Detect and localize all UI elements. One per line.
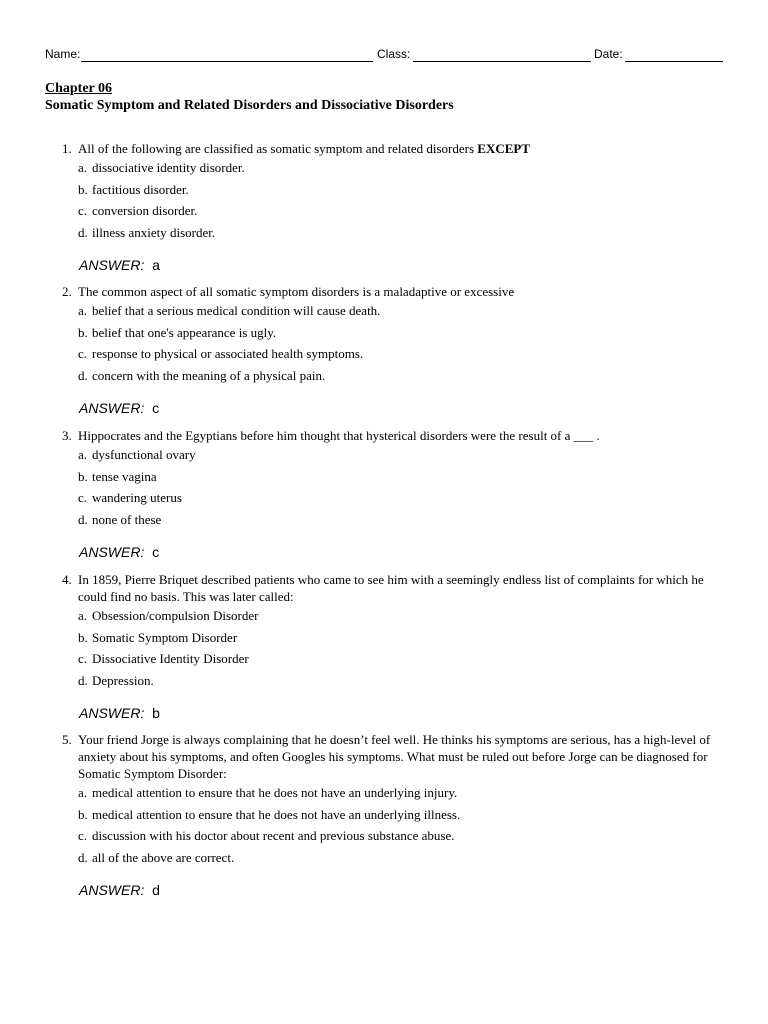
- option-text: Somatic Symptom Disorder: [92, 629, 238, 645]
- option-c: [78, 827, 728, 849]
- answer-value: b: [152, 705, 160, 721]
- question-2: [62, 283, 728, 417]
- option-text: wandering uterus: [92, 490, 182, 505]
- question-text: Hippocrates and the Egyptians before him thought that hysterical disorders were the result of a ___ .: [78, 428, 600, 443]
- chapter-title: Chapter 06: [45, 81, 113, 96]
- question-4: [62, 571, 728, 722]
- option-letter: b.: [78, 181, 88, 197]
- option-text: tense vagina: [92, 468, 157, 484]
- answer-line: [62, 544, 728, 561]
- option-text: all of the above are correct.: [92, 849, 235, 865]
- option-letter: b.: [78, 324, 88, 340]
- option-letter: a.: [78, 447, 88, 462]
- option-letter: d.: [78, 224, 88, 240]
- option-text: factitious disorder.: [92, 181, 189, 197]
- option-d: [78, 367, 728, 389]
- date-label: Date:: [594, 47, 623, 61]
- question-text: The common aspect of all somatic symptom disorders is a maladaptive or excessive: [78, 284, 515, 299]
- student-info-row: [45, 46, 723, 64]
- option-a: [78, 784, 728, 806]
- question-3: [62, 427, 728, 561]
- option-a: [78, 159, 728, 181]
- option-text: Depression.: [92, 672, 154, 688]
- option-letter: d.: [78, 367, 88, 383]
- option-letter: a.: [78, 785, 88, 800]
- option-letter: a.: [78, 160, 88, 175]
- answer-label: ANSWER:: [79, 882, 145, 898]
- question-number: 2.: [62, 284, 72, 299]
- option-letter: b.: [78, 629, 88, 645]
- name-label: Name:: [45, 47, 81, 61]
- option-letter: b.: [78, 806, 88, 822]
- question-number: 1.: [62, 141, 72, 156]
- option-text: concern with the meaning of a physical pain.: [92, 367, 326, 383]
- option-text: dissociative identity disorder.: [92, 160, 245, 175]
- option-letter: c.: [78, 828, 88, 843]
- option-letter: c.: [78, 203, 88, 218]
- option-list: [62, 302, 728, 388]
- option-letter: c.: [78, 651, 88, 666]
- option-text: medical attention to ensure that he does not have an underlying injury.: [92, 785, 458, 800]
- option-text: response to physical or associated health symptoms.: [92, 346, 364, 361]
- question-text: Your friend Jorge is always complaining that he doesn’t feel well. He thinks his symptoms are serious, has a high-level of anxiety about his symptoms, and often Googles his symptoms. What must be ruled out before Jorge can be diagnosed for Somatic Symptom Disorder:: [78, 732, 711, 781]
- question-emphasis: EXCEPT: [477, 141, 531, 156]
- option-text: belief that a serious medical condition will cause death.: [92, 303, 381, 318]
- option-a: [78, 607, 728, 629]
- answer-label: ANSWER:: [79, 544, 145, 560]
- question-stem: [62, 427, 728, 444]
- option-d: [78, 511, 728, 533]
- question-1: [62, 140, 728, 274]
- option-c: [78, 650, 728, 672]
- question-stem: [62, 571, 728, 605]
- date-blank-line: [625, 61, 723, 62]
- question-stem: [62, 283, 728, 300]
- class-label: Class:: [377, 47, 411, 61]
- option-letter: d.: [78, 511, 88, 527]
- answer-value: c: [152, 400, 160, 416]
- answer-value: a: [152, 257, 160, 273]
- option-b: [78, 324, 728, 346]
- answer-line: [62, 882, 728, 899]
- answer-label: ANSWER:: [79, 705, 145, 721]
- option-b: [78, 468, 728, 490]
- question-number: 3.: [62, 428, 72, 443]
- option-letter: c.: [78, 346, 88, 361]
- option-d: [78, 672, 728, 694]
- option-text: Dissociative Identity Disorder: [92, 651, 249, 666]
- question-number: 5.: [62, 732, 72, 747]
- option-list: [62, 159, 728, 245]
- option-letter: a.: [78, 608, 88, 623]
- answer-line: [62, 400, 728, 417]
- option-letter: d.: [78, 672, 88, 688]
- answer-line: [62, 257, 728, 274]
- question-stem: [62, 731, 728, 782]
- chapter-subtitle: Somatic Symptom and Related Disorders and Dissociative Disorders: [45, 98, 454, 113]
- option-b: [78, 629, 728, 651]
- answer-value: c: [152, 544, 160, 560]
- answer-label: ANSWER:: [79, 400, 145, 416]
- option-a: [78, 302, 728, 324]
- option-text: medical attention to ensure that he does not have an underlying illness.: [92, 806, 461, 822]
- option-c: [78, 202, 728, 224]
- option-a: [78, 446, 728, 468]
- option-text: belief that one's appearance is ugly.: [92, 324, 277, 340]
- answer-value: d: [152, 882, 160, 898]
- option-letter: a.: [78, 303, 88, 318]
- option-text: conversion disorder.: [92, 203, 198, 218]
- option-text: none of these: [92, 511, 162, 527]
- question-number: 4.: [62, 572, 72, 587]
- answer-line: [62, 705, 728, 722]
- option-d: [78, 224, 728, 246]
- name-blank-line: [81, 61, 373, 62]
- question-text: All of the following are classified as somatic symptom and related disorders: [78, 141, 478, 156]
- question-stem: [62, 140, 728, 157]
- option-text: discussion with his doctor about recent and previous substance abuse.: [92, 828, 455, 843]
- option-c: [78, 489, 728, 511]
- option-letter: b.: [78, 468, 88, 484]
- option-b: [78, 181, 728, 203]
- question-5: [62, 731, 728, 899]
- option-list: [62, 446, 728, 532]
- question-text: In 1859, Pierre Briquet described patients who came to see him with a seemingly endless list of complaints for which he could find no basis. This was later called:: [78, 572, 704, 604]
- answer-label: ANSWER:: [79, 257, 145, 273]
- class-blank-line: [413, 61, 591, 62]
- option-letter: d.: [78, 849, 88, 865]
- option-text: illness anxiety disorder.: [92, 224, 216, 240]
- option-b: [78, 806, 728, 828]
- option-list: [62, 784, 728, 870]
- option-list: [62, 607, 728, 693]
- option-c: [78, 345, 728, 367]
- option-letter: c.: [78, 490, 88, 505]
- option-d: [78, 849, 728, 871]
- option-text: dysfunctional ovary: [92, 447, 196, 462]
- option-text: Obsession/compulsion Disorder: [92, 608, 259, 623]
